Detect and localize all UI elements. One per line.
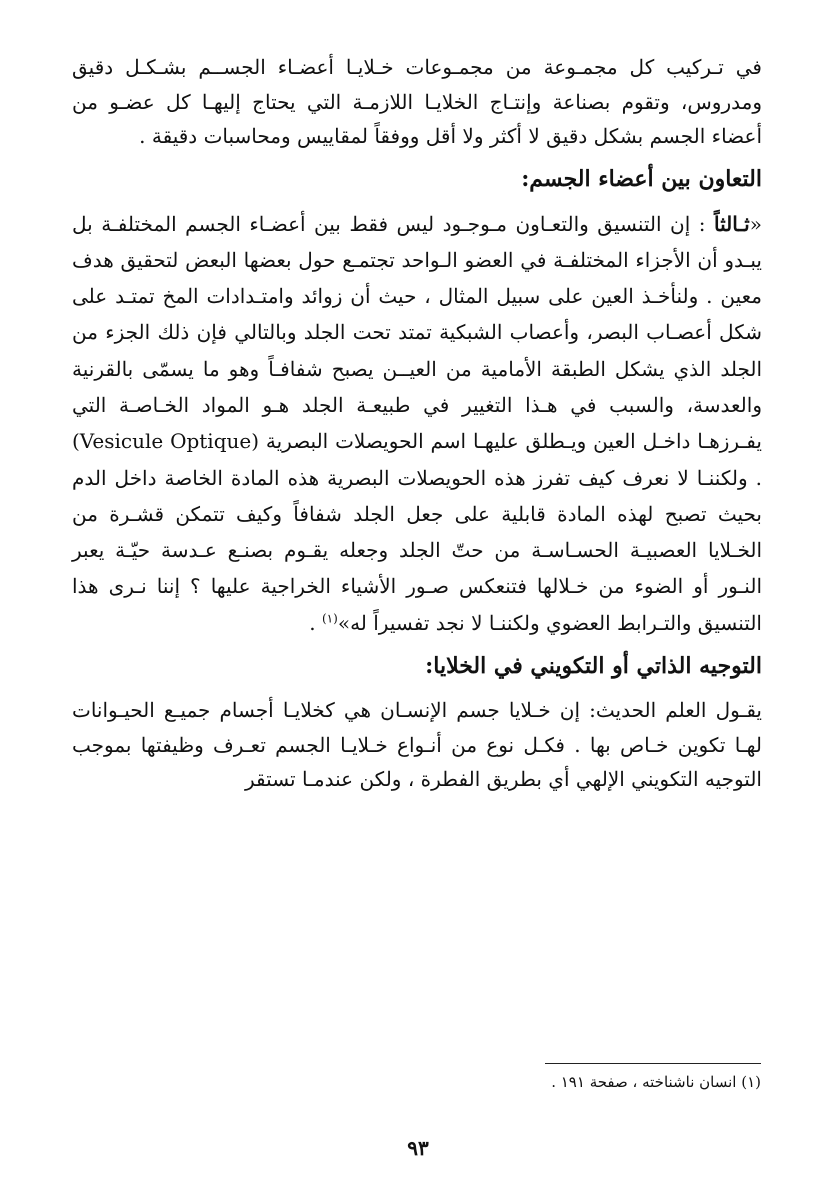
paragraph-quote-text-1: : إن التنسيق والتعـاون مـوجـود ليس فقط بين أعضـاء الجسم المختلفـة بل يبـدو أن الأجزاء المختلفـة في العضو الـواحد تجتمـع حول بعضها البعض لتحقيق هدف معين . ولنأخـذ العين على سبيل المثال ، حيث أن زوائد وامتـدادات المخ تمتـد على شكل أعصـاب البصر، وأعصاب الشبكية تمتد تحت الجلد وبالتالي فإن ذلك الجزء من الجلد الذي يشكل الطبقة الأمامية من العيــن يصبح شفافـاً وهو ما يسمّى بالقرنية والعدسة، والسبب في هـذا التغيير في طبيعـة الجلد هـو المواد الخـاصـة التي يفـرزهـا داخـل العين ويـطلق عليهـا اسم الحويصلات البصرية <box>72 211 762 454</box>
section-heading-cooperation: التعاون بين أعضاء الجسم: <box>521 165 762 192</box>
lead-word: ثـالثاً <box>714 211 750 236</box>
page-body <box>72 50 762 797</box>
section-heading-self-guidance: التوجيه الذاتي أو التكويني في الخلايا: <box>425 653 762 680</box>
paragraph-intro: في تـركيب كل مجمـوعة من مجمـوعات خـلايـا أعضـاء الجســم بشـكـل دقيق ومدروس، وتقوم بصناعة وإنتـاج الخلايـا اللازمـة التي يحتاج إليهـا كل عضـو من أعضاء الجسم بشكل دقيق لا أكثر ولا أقل ووفقاً لمقاييس ومحاسبات دقيقة . <box>72 55 762 148</box>
paragraph-quote-end: . <box>309 610 322 635</box>
paragraph-quote <box>72 206 762 642</box>
quote-open-mark: « <box>749 211 762 236</box>
quote-close-mark: » <box>337 610 351 635</box>
paragraph-cells: يقـول العلم الحديث: إن خـلايا جسم الإنسـان هي كخلايـا أجسام جميـع الحيـوانات لهـا تكوين خـاص بها . فكـل نوع من أنـواع خـلايـا الجسم تعـرف وظيفتها بموجب التوجيه التكويني الإلهي أي بطريق الفطرة ، ولكن عندمـا تستقر <box>72 698 762 792</box>
page-number: ٩٣ <box>407 1136 429 1160</box>
footnote-text: (١) انسان ناشناخته ، صفحة ١٩١ . <box>551 1073 761 1091</box>
paragraph-quote-text-2: . ولكننـا لا نعرف كيف تفرز هذه الحويصلات البصرية هذه المادة الخاصة داخل الدم بحيث تصبح لهذه المادة قابلية على جعل الجلد شفافاً وكيف تتمكن قشـرة من الخـلايا العصبيـة الحسـاسـة من حتّ الجلد وجعله يقـوم بصنـع عـدسة حيّـة يعبر النـور أو الضوء من خـلالها فتنعكس صـور الأشياء الخراجية عليها ؟ إننا نـرى هذا التنسيق والتـرابط العضوي ولكننـا لا نجد تفسيراً له <box>72 465 762 635</box>
latin-term: (Vesicule Optique) <box>72 429 260 454</box>
footnote-reference[interactable]: (١) <box>321 611 338 626</box>
footnote-divider <box>545 1063 761 1064</box>
